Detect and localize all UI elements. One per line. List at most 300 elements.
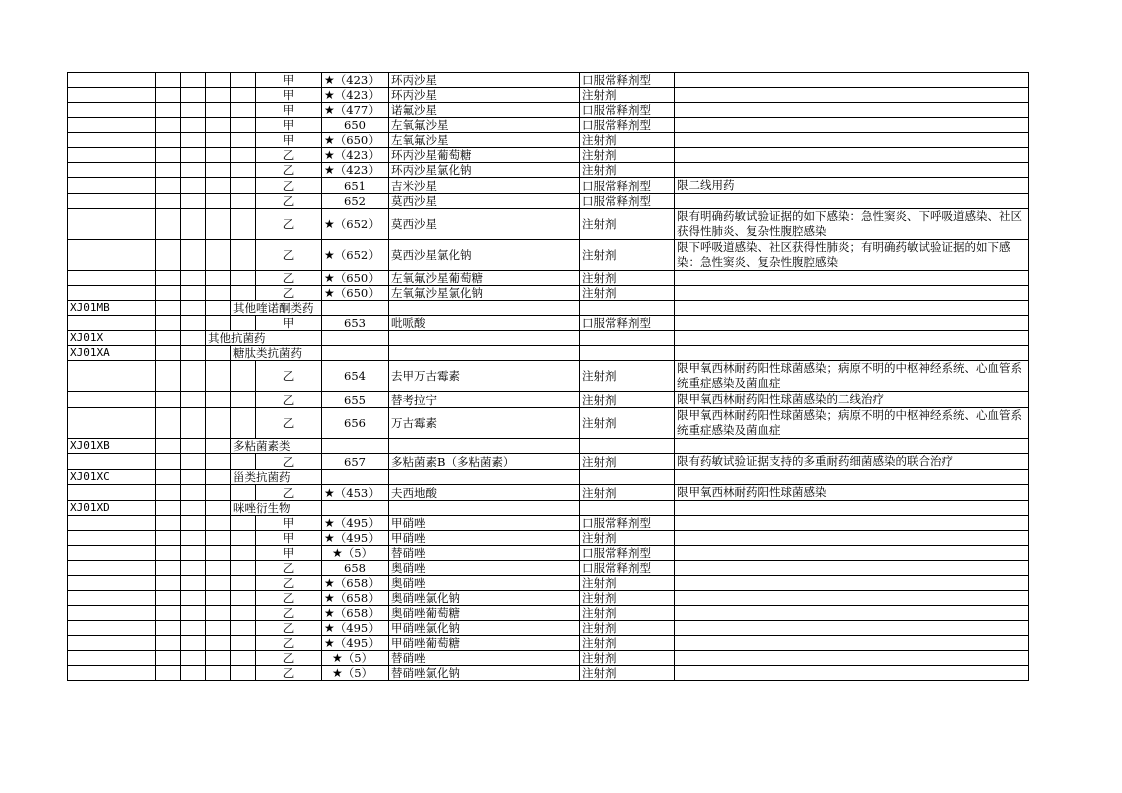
class-cell: 乙 — [256, 408, 322, 439]
number-cell — [322, 470, 389, 485]
code-cell — [68, 271, 156, 286]
class-cell: 乙 — [256, 651, 322, 666]
code-cell — [68, 516, 156, 531]
indent-cell — [206, 606, 231, 621]
drug-row — [68, 546, 1029, 561]
indent-cell — [206, 454, 231, 470]
indent-cell — [156, 163, 181, 178]
indent-cell — [206, 163, 231, 178]
drug-name: 吡哌酸 — [389, 316, 580, 331]
indent-cell — [181, 516, 206, 531]
code-cell: XJ01XB — [68, 439, 156, 454]
dosage-form: 注射剂 — [580, 148, 675, 163]
number-cell — [322, 133, 389, 148]
indent-cell — [181, 346, 206, 361]
indent-cell — [231, 392, 256, 408]
number-cell — [322, 346, 389, 361]
indent-cell — [156, 194, 181, 209]
star-icon: ★ — [324, 133, 335, 147]
code-cell — [68, 163, 156, 178]
dosage-form — [580, 331, 675, 346]
dosage-form: 注射剂 — [580, 651, 675, 666]
drug-name: 莫西沙星 — [389, 209, 580, 240]
indent-cell — [231, 454, 256, 470]
class-cell: 甲 — [256, 118, 322, 133]
dosage-form — [580, 439, 675, 454]
number-cell — [322, 651, 389, 666]
indent-cell — [206, 103, 231, 118]
drug-row — [68, 621, 1029, 636]
star-icon: ★ — [324, 531, 335, 545]
class-cell: 甲 — [256, 103, 322, 118]
indent-cell — [206, 361, 231, 392]
drug-number: （5） — [342, 546, 374, 560]
star-icon: ★ — [332, 651, 343, 665]
drug-name: 奥硝唑 — [389, 561, 580, 576]
drug-name: 诺氟沙星 — [389, 103, 580, 118]
remarks — [675, 118, 1029, 133]
code-cell — [68, 240, 156, 271]
code-cell — [68, 576, 156, 591]
drug-row — [68, 133, 1029, 148]
star-icon: ★ — [332, 546, 343, 560]
drug-row — [68, 194, 1029, 209]
class-cell: 乙 — [256, 271, 322, 286]
remarks: 限有明确药敏试验证据的如下感染：急性窦炎、下呼吸道感染、社区获得性肺炎、复杂性腹腔感染 — [675, 209, 1029, 240]
indent-cell — [181, 301, 206, 316]
number-cell — [322, 408, 389, 439]
indent-cell — [156, 636, 181, 651]
remarks: 限甲氧西林耐药阳性球菌感染；病原不明的中枢神经系统、心血管系统重症感染及菌血症 — [675, 408, 1029, 439]
indent-cell — [156, 88, 181, 103]
category-row — [68, 346, 1029, 361]
indent-cell — [156, 209, 181, 240]
class-cell: 乙 — [256, 392, 322, 408]
drug-number: （5） — [342, 666, 374, 680]
class-cell: 乙 — [256, 606, 322, 621]
number-cell — [322, 209, 389, 240]
indent-cell — [181, 73, 206, 88]
number-cell — [322, 316, 389, 331]
remarks — [675, 470, 1029, 485]
indent-cell — [206, 439, 231, 454]
star-icon: ★ — [324, 576, 335, 590]
dosage-form: 注射剂 — [580, 408, 675, 439]
class-cell: 甲 — [256, 516, 322, 531]
drug-row — [68, 576, 1029, 591]
indent-cell — [231, 606, 256, 621]
class-cell: 甲 — [256, 133, 322, 148]
class-cell: 乙 — [256, 240, 322, 271]
drug-name: 吉米沙星 — [389, 178, 580, 194]
indent-cell — [181, 651, 206, 666]
indent-cell — [231, 240, 256, 271]
code-cell — [68, 194, 156, 209]
code-cell — [68, 546, 156, 561]
drug-row — [68, 316, 1029, 331]
drug-name — [389, 301, 580, 316]
code-cell — [68, 392, 156, 408]
number-cell — [322, 485, 389, 501]
drug-number: （423） — [334, 163, 380, 177]
indent-cell — [206, 88, 231, 103]
star-icon: ★ — [324, 88, 335, 102]
dosage-form: 注射剂 — [580, 606, 675, 621]
star-icon: ★ — [324, 606, 335, 620]
drug-name — [389, 470, 580, 485]
class-cell: 乙 — [256, 561, 322, 576]
drug-row — [68, 240, 1029, 271]
indent-cell — [231, 361, 256, 392]
drug-name: 左氧氟沙星 — [389, 118, 580, 133]
indent-cell — [156, 331, 181, 346]
code-cell — [68, 73, 156, 88]
drug-name — [389, 439, 580, 454]
remarks: 限甲氧西林耐药阳性球菌感染 — [675, 485, 1029, 501]
drug-number: （652） — [334, 217, 380, 231]
class-cell: 甲 — [256, 73, 322, 88]
class-cell: 乙 — [256, 485, 322, 501]
remarks — [675, 133, 1029, 148]
drug-row — [68, 606, 1029, 621]
remarks — [675, 439, 1029, 454]
code-cell — [68, 408, 156, 439]
category-row — [68, 470, 1029, 485]
dosage-form — [580, 470, 675, 485]
drug-number: 658 — [344, 561, 366, 575]
star-icon: ★ — [324, 516, 335, 530]
indent-cell — [181, 331, 206, 346]
indent-cell — [206, 485, 231, 501]
indent-cell — [181, 501, 206, 516]
indent-cell — [231, 148, 256, 163]
indent-cell — [181, 286, 206, 301]
dosage-form: 注射剂 — [580, 531, 675, 546]
indent-cell — [206, 240, 231, 271]
drug-number: （650） — [334, 271, 380, 285]
indent-cell — [231, 103, 256, 118]
drug-catalog-table — [67, 72, 1029, 681]
remarks — [675, 666, 1029, 681]
drug-number: （650） — [334, 286, 380, 300]
indent-cell — [181, 561, 206, 576]
class-cell: 乙 — [256, 636, 322, 651]
drug-name: 替硝唑氯化钠 — [389, 666, 580, 681]
subcategory-label: 其他喹诺酮类药 — [231, 301, 322, 316]
indent-cell — [181, 531, 206, 546]
indent-cell — [181, 591, 206, 606]
indent-cell — [181, 163, 206, 178]
indent-cell — [156, 561, 181, 576]
code-cell: XJ01XC — [68, 470, 156, 485]
indent-cell — [181, 316, 206, 331]
indent-cell — [231, 194, 256, 209]
indent-cell — [206, 194, 231, 209]
number-cell — [322, 73, 389, 88]
category-label: 其他抗菌药 — [206, 331, 322, 346]
indent-cell — [231, 621, 256, 636]
indent-cell — [181, 454, 206, 470]
code-cell — [68, 286, 156, 301]
indent-cell — [181, 271, 206, 286]
remarks — [675, 88, 1029, 103]
subcategory-label: 糖肽类抗菌药 — [231, 346, 322, 361]
drug-row — [68, 88, 1029, 103]
remarks — [675, 286, 1029, 301]
drug-number: 650 — [344, 118, 366, 132]
table-body — [68, 73, 1029, 681]
dosage-form: 口服常释剂型 — [580, 178, 675, 194]
code-cell — [68, 621, 156, 636]
remarks — [675, 163, 1029, 178]
number-cell — [322, 240, 389, 271]
indent-cell — [231, 286, 256, 301]
code-cell — [68, 651, 156, 666]
indent-cell — [156, 286, 181, 301]
drug-row — [68, 209, 1029, 240]
star-icon: ★ — [324, 217, 335, 231]
dosage-form — [580, 346, 675, 361]
drug-name: 环丙沙星氯化钠 — [389, 163, 580, 178]
indent-cell — [181, 666, 206, 681]
indent-cell — [231, 209, 256, 240]
drug-name: 夫西地酸 — [389, 485, 580, 501]
indent-cell — [206, 73, 231, 88]
indent-cell — [156, 485, 181, 501]
drug-row — [68, 666, 1029, 681]
class-cell: 甲 — [256, 531, 322, 546]
code-cell: XJ01MB — [68, 301, 156, 316]
indent-cell — [206, 346, 231, 361]
indent-cell — [206, 501, 231, 516]
number-cell — [322, 301, 389, 316]
indent-cell — [156, 316, 181, 331]
remarks — [675, 148, 1029, 163]
code-cell — [68, 103, 156, 118]
star-icon: ★ — [324, 621, 335, 635]
indent-cell — [206, 118, 231, 133]
remarks — [675, 346, 1029, 361]
class-cell: 乙 — [256, 666, 322, 681]
number-cell — [322, 331, 389, 346]
code-cell — [68, 178, 156, 194]
indent-cell — [181, 103, 206, 118]
indent-cell — [231, 133, 256, 148]
category-row — [68, 501, 1029, 516]
dosage-form: 注射剂 — [580, 666, 675, 681]
remarks — [675, 546, 1029, 561]
indent-cell — [231, 546, 256, 561]
drug-name — [389, 331, 580, 346]
indent-cell — [231, 316, 256, 331]
indent-cell — [181, 392, 206, 408]
indent-cell — [181, 240, 206, 271]
drug-name — [389, 346, 580, 361]
remarks — [675, 606, 1029, 621]
dosage-form — [580, 501, 675, 516]
drug-number: 653 — [344, 316, 366, 330]
dosage-form: 注射剂 — [580, 209, 675, 240]
dosage-form: 注射剂 — [580, 636, 675, 651]
indent-cell — [231, 516, 256, 531]
dosage-form: 注射剂 — [580, 88, 675, 103]
code-cell: XJ01X — [68, 331, 156, 346]
star-icon: ★ — [324, 286, 335, 300]
remarks — [675, 194, 1029, 209]
indent-cell — [156, 454, 181, 470]
indent-cell — [206, 651, 231, 666]
star-icon: ★ — [324, 148, 335, 162]
dosage-form: 注射剂 — [580, 392, 675, 408]
indent-cell — [156, 651, 181, 666]
code-cell — [68, 316, 156, 331]
number-cell — [322, 271, 389, 286]
remarks — [675, 531, 1029, 546]
drug-name: 甲硝唑氯化钠 — [389, 621, 580, 636]
code-cell — [68, 636, 156, 651]
drug-number: （658） — [334, 591, 380, 605]
dosage-form — [580, 301, 675, 316]
indent-cell — [156, 301, 181, 316]
dosage-form: 注射剂 — [580, 591, 675, 606]
drug-name: 去甲万古霉素 — [389, 361, 580, 392]
drug-number: 654 — [344, 369, 366, 383]
indent-cell — [206, 470, 231, 485]
dosage-form: 注射剂 — [580, 240, 675, 271]
remarks — [675, 516, 1029, 531]
drug-name: 莫西沙星氯化钠 — [389, 240, 580, 271]
indent-cell — [156, 103, 181, 118]
drug-row — [68, 561, 1029, 576]
drug-row — [68, 408, 1029, 439]
drug-row — [68, 516, 1029, 531]
dosage-form: 口服常释剂型 — [580, 546, 675, 561]
drug-name: 奥硝唑葡萄糖 — [389, 606, 580, 621]
indent-cell — [206, 516, 231, 531]
drug-row — [68, 178, 1029, 194]
indent-cell — [156, 439, 181, 454]
indent-cell — [181, 470, 206, 485]
indent-cell — [181, 178, 206, 194]
drug-number: 656 — [344, 416, 366, 430]
drug-name: 替硝唑 — [389, 546, 580, 561]
number-cell — [322, 606, 389, 621]
drug-row — [68, 118, 1029, 133]
number-cell — [322, 636, 389, 651]
indent-cell — [206, 621, 231, 636]
indent-cell — [156, 271, 181, 286]
dosage-form: 注射剂 — [580, 621, 675, 636]
star-icon: ★ — [324, 636, 335, 650]
indent-cell — [231, 271, 256, 286]
indent-cell — [156, 346, 181, 361]
indent-cell — [231, 666, 256, 681]
indent-cell — [181, 546, 206, 561]
star-icon: ★ — [332, 666, 343, 680]
star-icon: ★ — [324, 163, 335, 177]
code-cell — [68, 209, 156, 240]
number-cell — [322, 148, 389, 163]
indent-cell — [156, 621, 181, 636]
number-cell — [322, 88, 389, 103]
indent-cell — [206, 209, 231, 240]
dosage-form: 注射剂 — [580, 271, 675, 286]
drug-number: 651 — [344, 178, 366, 193]
indent-cell — [231, 485, 256, 501]
class-cell: 乙 — [256, 148, 322, 163]
star-icon: ★ — [324, 271, 335, 285]
indent-cell — [156, 178, 181, 194]
class-cell: 乙 — [256, 163, 322, 178]
drug-number: （658） — [334, 606, 380, 620]
number-cell — [322, 666, 389, 681]
class-cell: 甲 — [256, 88, 322, 103]
drug-number: （423） — [334, 88, 380, 102]
drug-name: 甲硝唑葡萄糖 — [389, 636, 580, 651]
drug-name: 甲硝唑 — [389, 531, 580, 546]
drug-row — [68, 361, 1029, 392]
indent-cell — [156, 516, 181, 531]
number-cell — [322, 591, 389, 606]
number-cell — [322, 118, 389, 133]
drug-row — [68, 454, 1029, 470]
drug-row — [68, 73, 1029, 88]
number-cell — [322, 392, 389, 408]
indent-cell — [156, 546, 181, 561]
code-cell — [68, 666, 156, 681]
indent-cell — [181, 88, 206, 103]
remarks — [675, 103, 1029, 118]
category-row — [68, 331, 1029, 346]
remarks: 限下呼吸道感染、社区获得性肺炎；有明确药敏试验证据的如下感染：急性窦炎、复杂性腹腔感染 — [675, 240, 1029, 271]
indent-cell — [231, 408, 256, 439]
drug-number: （453） — [334, 485, 380, 500]
indent-cell — [231, 591, 256, 606]
indent-cell — [156, 591, 181, 606]
star-icon: ★ — [324, 73, 335, 87]
indent-cell — [181, 439, 206, 454]
drug-name: 环丙沙星 — [389, 88, 580, 103]
class-cell: 乙 — [256, 361, 322, 392]
indent-cell — [231, 118, 256, 133]
dosage-form: 口服常释剂型 — [580, 194, 675, 209]
drug-name: 环丙沙星 — [389, 73, 580, 88]
category-row — [68, 301, 1029, 316]
indent-cell — [156, 408, 181, 439]
code-cell: XJ01XD — [68, 501, 156, 516]
drug-name: 万古霉素 — [389, 408, 580, 439]
star-icon: ★ — [324, 103, 335, 117]
indent-cell — [231, 576, 256, 591]
indent-cell — [206, 546, 231, 561]
code-cell — [68, 485, 156, 501]
indent-cell — [206, 531, 231, 546]
remarks — [675, 301, 1029, 316]
code-cell — [68, 561, 156, 576]
class-cell: 乙 — [256, 576, 322, 591]
drug-row — [68, 485, 1029, 501]
remarks — [675, 316, 1029, 331]
number-cell — [322, 163, 389, 178]
class-cell: 乙 — [256, 194, 322, 209]
code-cell — [68, 591, 156, 606]
indent-cell — [181, 576, 206, 591]
indent-cell — [156, 606, 181, 621]
class-cell: 甲 — [256, 546, 322, 561]
indent-cell — [181, 148, 206, 163]
indent-cell — [206, 301, 231, 316]
subcategory-label: 多粘菌素类 — [231, 439, 322, 454]
